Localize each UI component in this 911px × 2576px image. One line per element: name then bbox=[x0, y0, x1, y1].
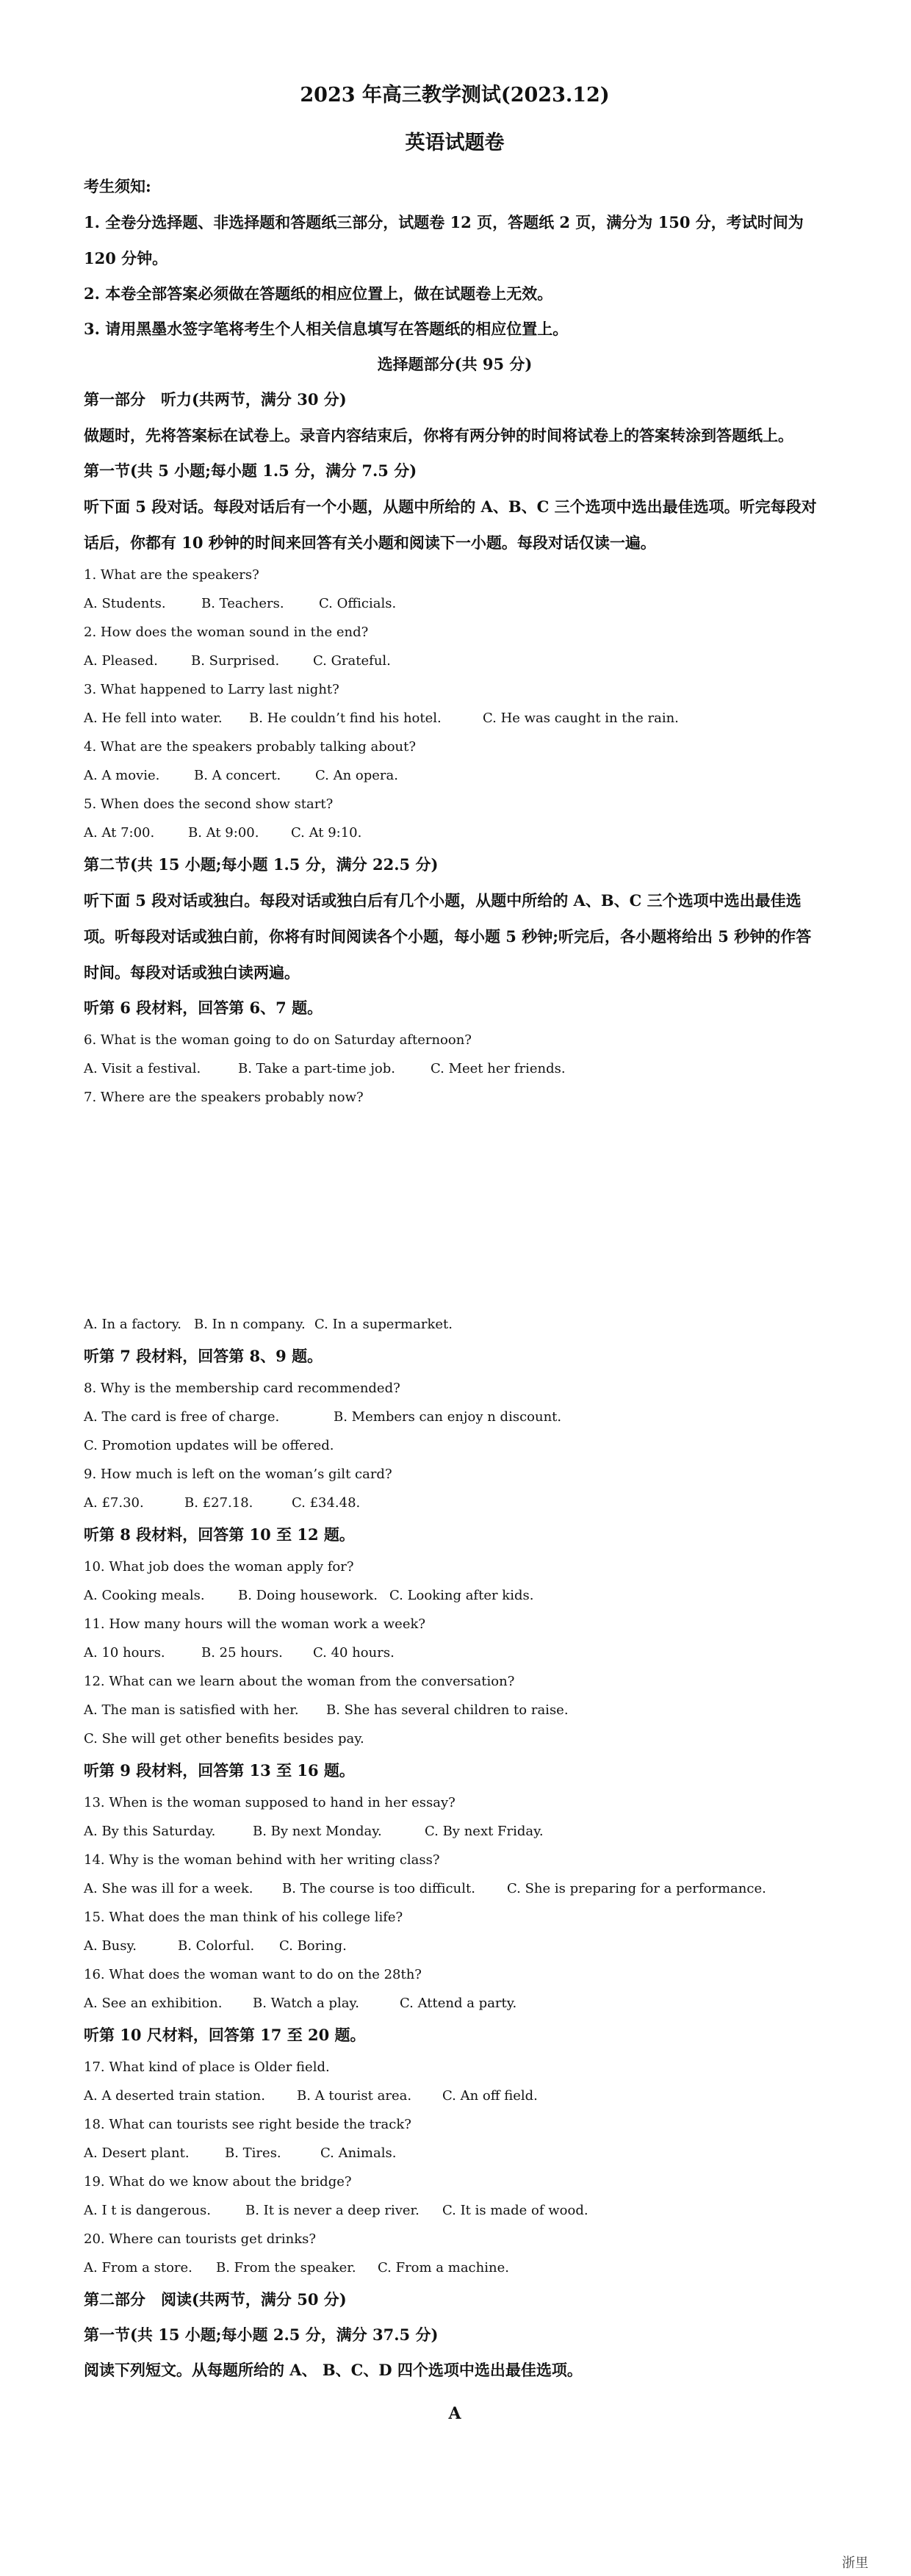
options-10 bbox=[84, 1581, 826, 1610]
notice-item-3: 3. 请用黑墨水签字笔将考生个人相关信息填写在答题纸的相应位置上。 bbox=[84, 320, 569, 338]
option-a: A. Students. bbox=[84, 596, 166, 611]
options-19 bbox=[84, 2196, 826, 2225]
options-8-ab bbox=[84, 1403, 826, 1431]
option-a: A. Busy. bbox=[84, 1938, 137, 1954]
option-b: B. She has several children to raise. bbox=[326, 1702, 569, 1718]
option-a: A. £7.30. bbox=[84, 1495, 144, 1511]
option-c: C. By next Friday. bbox=[425, 1824, 544, 1839]
material-6-heading: 听第 6 段材料，回答第 6、7 题。 bbox=[84, 999, 323, 1017]
option-c: C. An opera. bbox=[315, 768, 398, 783]
option-b: B. By next Monday. bbox=[253, 1824, 382, 1839]
question-11: 11. How many hours will the woman work a week? bbox=[84, 1616, 426, 1632]
question-4: 4. What are the speakers probably talking about? bbox=[84, 739, 417, 755]
page-content bbox=[84, 73, 826, 2439]
part1-section2-instruction: 听下面 5 段对话或独白。每段对话或独白后有几个小题，从题中所给的 A、B、C 三个选项中选出最佳选项。听每段对话或独白前，你将有时间阅读各个小题，每小题 5 秒钟;听完后，各小题将给出 5 秒钟的作答时间。每段对话或独白读两遍。 bbox=[84, 891, 812, 982]
options-11 bbox=[84, 1638, 826, 1667]
notice-heading: 考生须知: bbox=[84, 177, 151, 195]
question-8: 8. Why is the membership card recommended? bbox=[84, 1381, 400, 1396]
blank-space bbox=[84, 1112, 826, 1310]
part2-heading: 第二部分 阅读(共两节，满分 50 分) bbox=[84, 2290, 347, 2309]
option-a: A. By this Saturday. bbox=[84, 1824, 216, 1839]
option-b: B. £27.18. bbox=[184, 1495, 253, 1511]
options-2 bbox=[84, 647, 826, 675]
options-12-c bbox=[84, 1724, 826, 1753]
option-a: A. See an exhibition. bbox=[84, 1996, 223, 2011]
option-b: B. He couldn’t find his hotel. bbox=[249, 710, 442, 726]
option-c: C. Boring. bbox=[279, 1938, 347, 1954]
option-b: B. A concert. bbox=[194, 768, 281, 783]
notice-item-2: 2. 本卷全部答案必须做在答题纸的相应位置上，做在试题卷上无效。 bbox=[84, 284, 553, 303]
question-6: 6. What is the woman going to do on Saturday afternoon? bbox=[84, 1032, 472, 1048]
watermark-text: 浙里 bbox=[842, 2555, 868, 2571]
part1-section1-instruction: 听下面 5 段对话。每段对话后有一个小题，从题中所给的 A、B、C 三个选项中选出最佳选项。听完每段对话后，你都有 10 秒钟的时间来回答有关小题和阅读下一小题。每段对话仅读一遍。 bbox=[84, 497, 817, 552]
option-c: C. In a supermarket. bbox=[314, 1317, 453, 1332]
options-16 bbox=[84, 1989, 826, 2018]
options-3 bbox=[84, 704, 826, 733]
option-a: A. Cooking meals. bbox=[84, 1588, 205, 1603]
option-c: C. Meet her friends. bbox=[431, 1061, 566, 1076]
options-14 bbox=[84, 1874, 826, 1903]
option-a: A. Pleased. bbox=[84, 653, 158, 669]
option-c: C. Looking after kids. bbox=[389, 1588, 534, 1603]
option-a: A. I t is dangerous. bbox=[84, 2203, 211, 2218]
option-b: B. It is never a deep river. bbox=[245, 2203, 420, 2218]
options-9 bbox=[84, 1489, 826, 1517]
option-c: C. Grateful. bbox=[313, 653, 391, 669]
option-b: B. Colorful. bbox=[178, 1938, 255, 1954]
options-18 bbox=[84, 2139, 826, 2167]
option-c: C. Promotion updates will be offered. bbox=[84, 1438, 334, 1453]
option-c: C. She is preparing for a performance. bbox=[507, 1881, 766, 1896]
option-b: B. Watch a play. bbox=[253, 1996, 359, 2011]
options-20 bbox=[84, 2253, 826, 2282]
question-17: 17. What kind of place is Older field. bbox=[84, 2059, 330, 2075]
option-a: A. 10 hours. bbox=[84, 1645, 165, 1661]
options-8-c bbox=[84, 1431, 826, 1460]
part1-section1-heading: 第一节(共 5 小题;每小题 1.5 分，满分 7.5 分) bbox=[84, 461, 417, 480]
option-c: C. It is made of wood. bbox=[442, 2203, 588, 2218]
question-10: 10. What job does the woman apply for? bbox=[84, 1559, 354, 1575]
option-a: A. At 7:00. bbox=[84, 825, 155, 841]
options-4 bbox=[84, 761, 826, 790]
option-c: C. He was caught in the rain. bbox=[483, 710, 679, 726]
question-16: 16. What does the woman want to do on the 28th? bbox=[84, 1967, 422, 1982]
option-a: A. A movie. bbox=[84, 768, 160, 783]
option-a: A. In a factory. bbox=[84, 1317, 181, 1332]
options-13 bbox=[84, 1817, 826, 1846]
material-10-heading: 听第 10 尺材料，回答第 17 至 20 题。 bbox=[84, 2026, 366, 2044]
options-17 bbox=[84, 2082, 826, 2110]
option-c: C. From a machine. bbox=[378, 2260, 509, 2275]
choice-section-heading: 选择题部分(共 95 分) bbox=[377, 355, 533, 373]
option-b: B. In n company. bbox=[194, 1317, 306, 1332]
options-7 bbox=[84, 1310, 826, 1339]
option-b: B. Teachers. bbox=[201, 596, 284, 611]
part1-section2-heading: 第二节(共 15 小题;每小题 1.5 分，满分 22.5 分) bbox=[84, 855, 439, 874]
notice-item-1: 1. 全卷分选择题、非选择题和答题纸三部分，试题卷 12 页，答题纸 2 页，满分为 150 分，考试时间为 120 分钟。 bbox=[84, 213, 804, 267]
option-a: A. A deserted train station. bbox=[84, 2088, 265, 2104]
question-18: 18. What can tourists see right beside the track? bbox=[84, 2117, 411, 2132]
option-a: A. He fell into water. bbox=[84, 710, 223, 726]
options-1 bbox=[84, 589, 826, 618]
question-1: 1. What are the speakers? bbox=[84, 567, 259, 583]
question-14: 14. Why is the woman behind with her writing class? bbox=[84, 1852, 440, 1868]
question-3: 3. What happened to Larry last night? bbox=[84, 682, 339, 697]
part1-heading: 第一部分 听力(共两节，满分 30 分) bbox=[84, 390, 347, 409]
option-c: C. She will get other benefits besides pay. bbox=[84, 1731, 364, 1746]
part2-section1-heading: 第一节(共 15 小题;每小题 2.5 分，满分 37.5 分) bbox=[84, 2325, 439, 2344]
option-b: B. From the speaker. bbox=[216, 2260, 356, 2275]
question-12: 12. What can we learn about the woman from the conversation? bbox=[84, 1674, 515, 1689]
part1-instruction: 做题时，先将答案标在试卷上。录音内容结束后，你将有两分钟的时间将试卷上的答案转涂到答题纸上。 bbox=[84, 426, 793, 445]
option-a: A. Visit a festival. bbox=[84, 1061, 201, 1076]
part2-instruction: 阅读下列短文。从每题所给的 A、 B、C、D 四个选项中选出最佳选项。 bbox=[84, 2361, 583, 2379]
question-13: 13. When is the woman supposed to hand in her essay? bbox=[84, 1795, 455, 1810]
question-19: 19. What do we know about the bridge? bbox=[84, 2174, 352, 2190]
passage-label: A bbox=[448, 2404, 461, 2423]
question-7: 7. Where are the speakers probably now? bbox=[84, 1090, 364, 1105]
question-9: 9. How much is left on the woman’s gilt card? bbox=[84, 1467, 392, 1482]
option-c: C. Attend a party. bbox=[400, 1996, 517, 2011]
option-b: B. A tourist area. bbox=[297, 2088, 412, 2104]
option-c: C. At 9:10. bbox=[291, 825, 362, 841]
option-a: A. The card is free of charge. bbox=[84, 1409, 280, 1425]
option-b: B. At 9:00. bbox=[188, 825, 259, 841]
option-c: C. Officials. bbox=[319, 596, 397, 611]
options-5 bbox=[84, 819, 826, 847]
exam-title: 2023 年高三教学测试(2023.12) bbox=[300, 84, 610, 107]
options-6 bbox=[84, 1054, 826, 1083]
option-b: B. Doing housework. bbox=[238, 1588, 378, 1603]
material-9-heading: 听第 9 段材料，回答第 13 至 16 题。 bbox=[84, 1761, 355, 1780]
material-8-heading: 听第 8 段材料，回答第 10 至 12 题。 bbox=[84, 1525, 355, 1544]
options-15 bbox=[84, 1932, 826, 1960]
option-b: B. Tires. bbox=[225, 2145, 281, 2161]
option-a: A. The man is satisfied with her. bbox=[84, 1702, 299, 1718]
option-a: A. From a store. bbox=[84, 2260, 192, 2275]
exam-subtitle: 英语试题卷 bbox=[405, 132, 505, 154]
option-b: B. Members can enjoy n discount. bbox=[334, 1409, 562, 1425]
option-c: C. An off field. bbox=[442, 2088, 538, 2104]
option-c: C. 40 hours. bbox=[313, 1645, 395, 1661]
question-20: 20. Where can tourists get drinks? bbox=[84, 2231, 317, 2247]
material-7-heading: 听第 7 段材料，回答第 8、9 题。 bbox=[84, 1347, 323, 1365]
option-a: A. She was ill for a week. bbox=[84, 1881, 253, 1896]
question-5: 5. When does the second show start? bbox=[84, 796, 334, 812]
option-c: C. £34.48. bbox=[292, 1495, 361, 1511]
option-b: B. Take a part-time job. bbox=[238, 1061, 396, 1076]
option-a: A. Desert plant. bbox=[84, 2145, 190, 2161]
option-c: C. Animals. bbox=[320, 2145, 397, 2161]
option-b: B. The course is too difficult. bbox=[282, 1881, 475, 1896]
option-b: B. Surprised. bbox=[191, 653, 280, 669]
option-b: B. 25 hours. bbox=[201, 1645, 283, 1661]
question-15: 15. What does the man think of his college life? bbox=[84, 1910, 403, 1925]
question-2: 2. How does the woman sound in the end? bbox=[84, 625, 369, 640]
options-12-ab bbox=[84, 1696, 826, 1724]
